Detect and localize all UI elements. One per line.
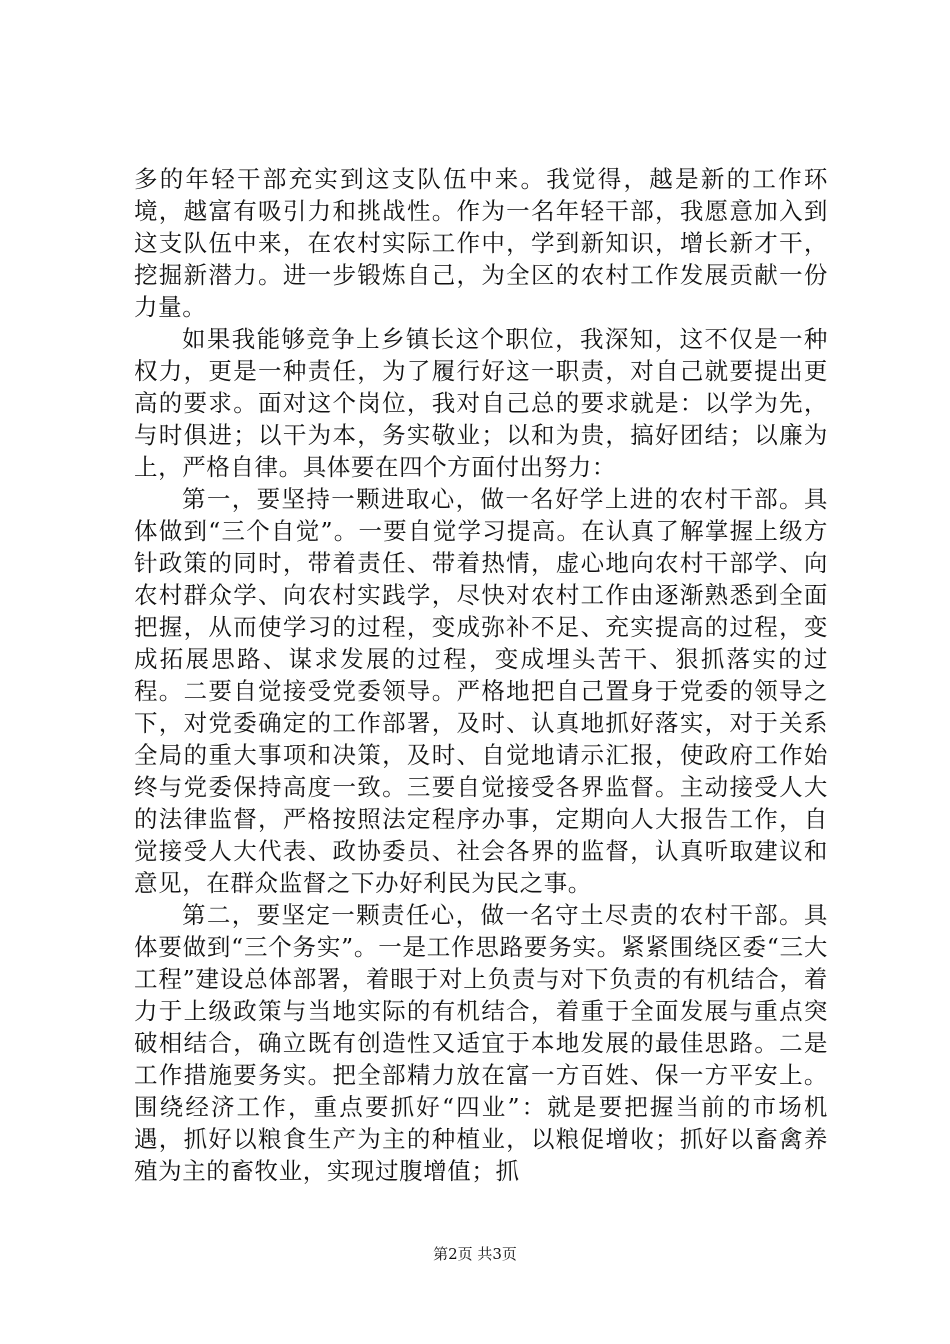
page-footer: 第2页 共3页 bbox=[433, 1245, 517, 1263]
paragraph-first-point: 第一，要坚持一颗进取心，做一名好学上进的农村干部。具体做到“三个自觉”。一要自觉学习提高。在认真了解掌握上级方针政策的同时，带着责任、带着热情，虚心地向农村干部学、向农村群众学、向农村实践学，尽快对农村工作由逐渐熟悉到全面把握，从而使学习的过程，变成弥补不足、充实提高的过程，变成拓展思路、谋求发展的过程，变成埋头苦干、狠抓落实的过程。二要自觉接受党委领导。严格地把自己置身于党委的领导之下，对党委确定的工作部署，及时、认真地抓好落实，对于关系全局的重大事项和决策，及时、自觉地请示汇报，使政府工作始终与党委保持高度一致。三要自觉接受各界监督。主动接受人大的法律监督，严格按照法定程序办事，定期向人大报告工作，自觉接受人大代表、政协委员、社会各界的监督，认真听取建议和意见，在群众监督之下办好利民为民之事。 bbox=[134, 485, 828, 897]
paragraph-continuation: 多的年轻干部充实到这支队伍中来。我觉得，越是新的工作环境，越富有吸引力和挑战性。作为一名年轻干部，我愿意加入到这支队伍中来，在农村实际工作中，学到新知识，增长新才干，挖掘新潜力。进一步锻炼自己，为全区的农村工作发展贡献一份力量。 bbox=[134, 165, 828, 321]
paragraph-second-point: 第二，要坚定一颗责任心，做一名守土尽责的农村干部。具体要做到“三个务实”。一是工作思路要务实。紧紧围绕区委“三大工程”建设总体部署，着眼于对上负责与对下负责的有机结合，着力于上级政策与当地实际的有机结合，着重于全面发展与重点突破相结合，确立既有创造性又适宜于本地发展的最佳思路。二是工作措施要务实。把全部精力放在富一方百姓、保一方平安上。围绕经济工作，重点要抓好“四业”：就是要把握当前的市场机遇，抓好以粮食生产为主的种植业，以粮促增收；抓好以畜禽养殖为主的畜牧业，实现过腹增值；抓 bbox=[134, 901, 828, 1185]
document-body bbox=[134, 163, 828, 1187]
paragraph-requirements: 如果我能够竞争上乡镇长这个职位，我深知，这不仅是一种权力，更是一种责任，为了履行好这一职责，对自己就要提出更高的要求。面对这个岗位，我对自己总的要求就是：以学为先，与时俱进；以干为本，务实敬业；以和为贵，搞好团结；以廉为上，严格自律。具体要在四个方面付出努力： bbox=[134, 325, 828, 481]
